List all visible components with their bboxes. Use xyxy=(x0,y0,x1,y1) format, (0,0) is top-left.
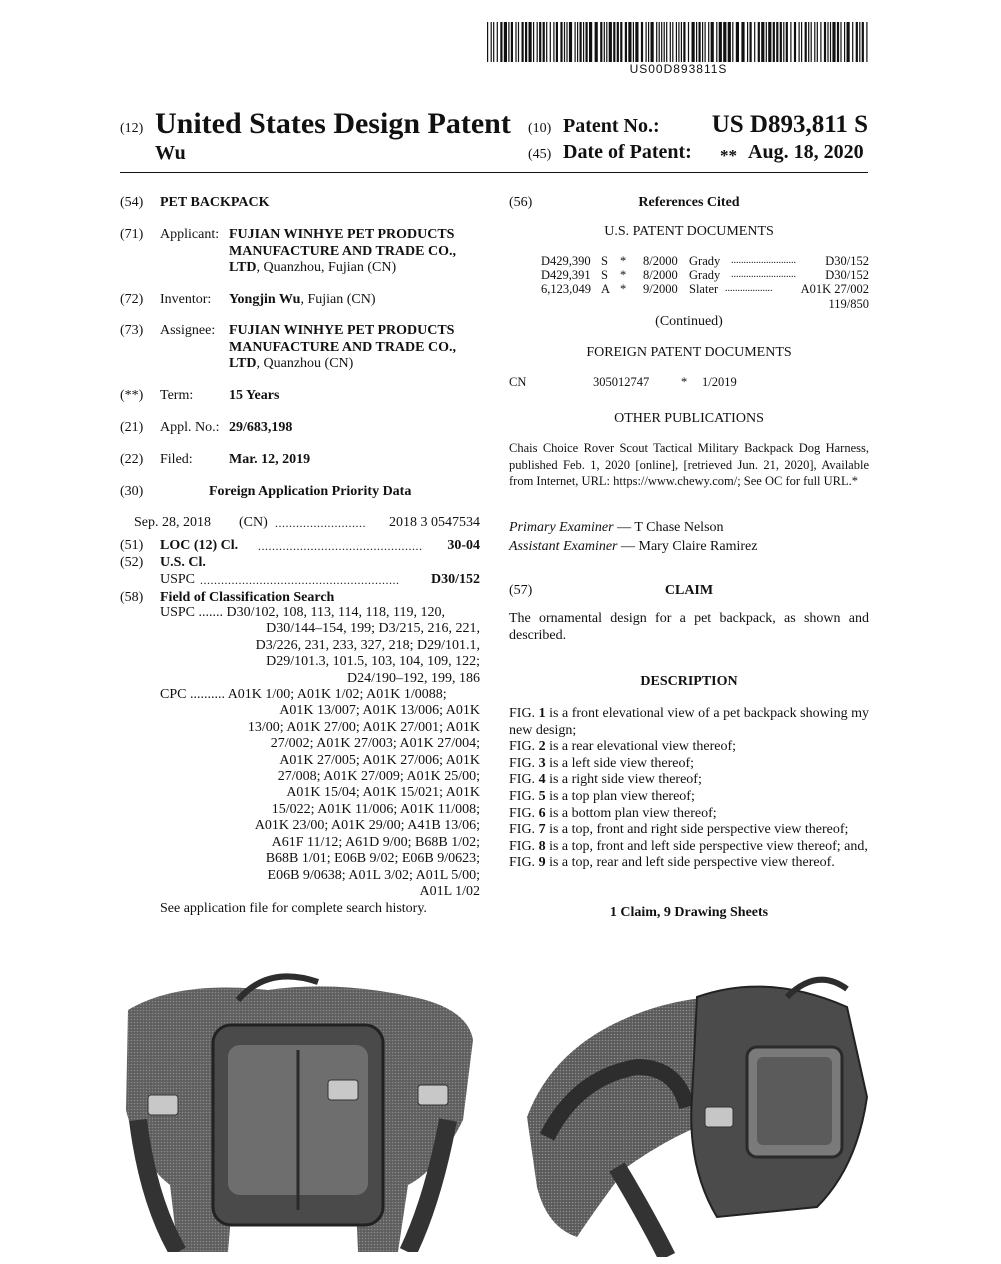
barcode-bar xyxy=(613,22,615,62)
backpack-front-photo xyxy=(118,970,480,1252)
barcode-bar xyxy=(840,22,841,62)
barcode-bar xyxy=(522,22,524,62)
fcs-cpc-line: A01K 13/007; A01K 13/006; A01K xyxy=(279,703,480,719)
fcs-uspc-line: D3/226, 231, 233, 327, 218; D29/101.1, xyxy=(255,637,480,653)
fcs-cpc-line: E06B 9/0638; A01L 3/02; A01L 5/00; xyxy=(267,867,480,883)
barcode-bar xyxy=(589,22,592,62)
barcode-bar xyxy=(625,22,627,62)
fig-description: FIG. 6 is a bottom plan view thereof; xyxy=(509,805,717,821)
barcode-bar xyxy=(560,22,562,62)
assistant-examiner: Assistant Examiner — Mary Claire Ramirez xyxy=(509,539,758,554)
barcode-bar xyxy=(754,22,755,62)
barcode-bar xyxy=(569,22,572,62)
inid-code-72: (72) xyxy=(120,292,144,307)
us-ref-row-continuation: 119/850 xyxy=(828,297,869,311)
barcode-bar xyxy=(628,22,631,62)
barcode-bar xyxy=(497,22,498,62)
assignee-line: MANUFACTURE AND TRADE CO., xyxy=(229,339,456,355)
barcode-bar xyxy=(847,22,850,62)
applicant-label: Applicant: xyxy=(160,227,220,242)
assignee-line: LTD, Quanzhou (CN) xyxy=(229,356,354,371)
barcode-bar xyxy=(641,22,643,62)
fcs-cpc-line: 13/00; A01K 27/00; A01K 27/001; A01K xyxy=(247,719,480,735)
inid-code-54: (54) xyxy=(120,195,144,210)
barcode-bar xyxy=(799,22,800,62)
barcode-bar xyxy=(820,22,821,62)
barcode-bar xyxy=(556,22,558,62)
inid-code-10: (10) xyxy=(528,121,552,136)
patent-title: PET BACKPACK xyxy=(160,195,270,210)
barcode-bar xyxy=(672,22,673,62)
barcode-bar xyxy=(711,22,714,62)
inid-code-21: (21) xyxy=(120,420,144,435)
barcode-bar xyxy=(606,22,607,62)
barcode-bar xyxy=(550,22,551,62)
us-cl-label: U.S. Cl. xyxy=(160,555,206,570)
barcode-bar xyxy=(794,22,796,62)
barcode-bar xyxy=(646,22,647,62)
applicant-line: MANUFACTURE AND TRADE CO., xyxy=(229,243,456,259)
filed-value: Mar. 12, 2019 xyxy=(229,452,311,467)
barcode-bar xyxy=(862,22,864,62)
applicant-line: FUJIAN WINHYE PET PRODUCTS xyxy=(229,227,455,242)
barcode-bar xyxy=(780,22,782,62)
barcode-bar xyxy=(827,22,828,62)
inid-code-73: (73) xyxy=(120,323,144,338)
barcode-bar xyxy=(719,22,722,62)
applicant-line: LTD, Quanzhou, Fujian (CN) xyxy=(229,260,397,275)
barcode-bar xyxy=(635,22,638,62)
barcode-bar xyxy=(786,22,788,62)
barcode-bar xyxy=(723,22,726,62)
barcode-bar xyxy=(741,22,744,62)
inid-code-term: (**) xyxy=(120,388,144,403)
barcode-bar xyxy=(747,22,748,62)
barcode-bar xyxy=(678,22,679,62)
inid-code-52: (52) xyxy=(120,555,144,570)
barcode-bar xyxy=(736,22,739,62)
barcode-bar xyxy=(633,22,634,62)
priority-title: Foreign Application Priority Data xyxy=(209,484,412,499)
claim-text: The ornamental design for a pet backpack, as shown and described. xyxy=(509,611,869,643)
barcode-bar xyxy=(808,22,809,62)
date-of-patent: Aug. 18, 2020 xyxy=(748,141,864,163)
inid-code-51: (51) xyxy=(120,538,144,553)
barcode-bar xyxy=(493,22,494,62)
fig-description: FIG. 1 is a front elevational view of a pet backpack showing my new design; xyxy=(509,706,869,738)
fcs-cpc-line: B68B 1/01; E06B 9/02; E06B 9/0623; xyxy=(265,851,480,867)
barcode xyxy=(487,22,870,62)
fcs-uspc-line: D29/101.3, 101.5, 103, 104, 109, 122; xyxy=(266,654,480,670)
barcode-bar xyxy=(595,22,598,62)
barcode-bar xyxy=(768,22,771,62)
barcode-bar xyxy=(766,22,767,62)
barcode-bar xyxy=(600,22,602,62)
barcode-bar xyxy=(620,22,622,62)
fcs-cpc-line: 15/022; A01K 11/006; A01K 11/008; xyxy=(271,801,480,817)
claims-summary: 1 Claim, 9 Drawing Sheets xyxy=(609,905,769,920)
barcode-bar xyxy=(564,22,565,62)
barcode-bar xyxy=(586,22,588,62)
inid-code-30: (30) xyxy=(120,484,144,499)
barcode-bar xyxy=(539,22,541,62)
barcode-bar xyxy=(566,22,567,62)
fcs-title: Field of Classification Search xyxy=(160,590,335,605)
patent-number: US D893,811 S xyxy=(711,111,868,138)
fcs-uspc-line: D24/190–192, 199, 186 xyxy=(347,670,480,686)
fcs-note: See application file for complete search history. xyxy=(160,901,427,917)
barcode-bar xyxy=(511,22,513,62)
fig-description: FIG. 8 is a top, front and left side perspective view thereof; and, xyxy=(509,838,868,854)
barcode-bar xyxy=(688,22,689,62)
inid-code-56: (56) xyxy=(509,195,533,210)
barcode-bar xyxy=(692,22,695,62)
applicant-block xyxy=(229,227,456,277)
barcode-bar xyxy=(814,22,815,62)
term-label: Term: xyxy=(160,388,194,403)
barcode-bar xyxy=(529,22,532,62)
barcode-bar xyxy=(537,22,538,62)
us-ref-row: D429,390 S * 8/2000 Grady .......................... D30/152 xyxy=(541,254,869,268)
patent-number-label: Patent No.: xyxy=(563,115,660,137)
inid-code-58: (58) xyxy=(120,590,144,605)
barcode-bar xyxy=(856,22,858,62)
inventor-value: Yongjin Wu, Fujian (CN) xyxy=(229,292,376,307)
barcode-bar xyxy=(811,22,812,62)
barcode-bar xyxy=(666,22,667,62)
barcode-bar xyxy=(758,22,760,62)
classification-search-block xyxy=(160,605,480,918)
barcode-bar xyxy=(832,22,835,62)
backpack-perspective-photo xyxy=(517,967,877,1257)
barcode-bar xyxy=(732,22,733,62)
barcode-bar xyxy=(500,22,502,62)
inventor-label: Inventor: xyxy=(160,292,212,307)
barcode-bar xyxy=(866,22,867,62)
continued-note: (Continued) xyxy=(655,314,723,329)
us-patent-docs-heading: U.S. PATENT DOCUMENTS xyxy=(604,224,774,239)
fig-description: FIG. 3 is a left side view thereof; xyxy=(509,755,695,771)
other-publication-text: Chais Choice Rover Scout Tactical Military Backpack Dog Harness, published Feb. 1, 2020 [online], [retrieved Jun. 21, 2020], Available from Internet, URL: https://www.chewy.com/; See OC for full URL.* xyxy=(509,441,869,488)
barcode-bar xyxy=(533,22,534,62)
barcode-bar xyxy=(670,22,671,62)
barcode-bar xyxy=(859,22,860,62)
barcode-bar xyxy=(583,22,584,62)
barcode-bar xyxy=(487,22,488,62)
barcode-bar xyxy=(699,22,701,62)
fcs-cpc-line: CPC .......... A01K 1/00; A01K 1/02; A01K 1/0088; xyxy=(160,687,447,703)
fcs-cpc-line: A01K 15/04; A01K 15/021; A01K xyxy=(286,785,480,801)
barcode-bar xyxy=(790,22,791,62)
fcs-cpc-line: A01K 27/005; A01K 27/006; A01K xyxy=(279,752,480,768)
assignee-line: FUJIAN WINHYE PET PRODUCTS xyxy=(229,323,455,338)
inid-code-45: (45) xyxy=(528,147,552,162)
barcode-bar xyxy=(824,22,826,62)
assignee-block xyxy=(229,323,456,373)
barcode-bar xyxy=(681,22,682,62)
fcs-cpc-line: 27/002; A01K 27/003; A01K 27/004; xyxy=(270,736,480,752)
barcode-bar xyxy=(805,22,807,62)
barcode-bar xyxy=(491,22,492,62)
barcode-bar xyxy=(696,22,697,62)
barcode-bar xyxy=(518,22,519,62)
barcode-bar xyxy=(750,22,752,62)
fcs-cpc-line: A01L 1/02 xyxy=(419,883,480,899)
barcode-bar xyxy=(504,22,507,62)
fcs-uspc-line: D30/144–154, 199; D3/215, 216, 221, xyxy=(266,621,480,637)
barcode-bar xyxy=(852,22,853,62)
fcs-cpc-line: A61F 11/12; A61D 9/00; B68B 1/02; xyxy=(271,834,480,850)
barcode-bar xyxy=(515,22,516,62)
fig-description: FIG. 9 is a top, rear and left side perspective view thereof. xyxy=(509,855,835,871)
barcode-bar xyxy=(817,22,818,62)
filed-label: Filed: xyxy=(160,452,193,467)
foreign-ref-row: CN 305012747 * 1/2019 xyxy=(509,375,737,389)
barcode-bar xyxy=(656,22,657,62)
barcode-bar xyxy=(783,22,784,62)
barcode-bar xyxy=(676,22,677,62)
barcode-bar xyxy=(773,22,775,62)
barcode-bar xyxy=(580,22,582,62)
fig-description: FIG. 2 is a rear elevational view thereof; xyxy=(509,739,737,755)
assignee-label: Assignee: xyxy=(160,323,216,338)
description-title: DESCRIPTION xyxy=(640,674,738,689)
barcode-bar xyxy=(525,22,527,62)
description-list xyxy=(509,706,869,872)
document-type-title: United States Design Patent xyxy=(155,107,511,140)
barcode-bar xyxy=(617,22,619,62)
claim-title: CLAIM xyxy=(664,583,714,598)
barcode-bar xyxy=(844,22,845,62)
barcode-bar xyxy=(716,22,717,62)
barcode-bar xyxy=(801,22,802,62)
barcode-bar xyxy=(705,22,706,62)
barcode-bar xyxy=(651,22,654,62)
inid-code-71: (71) xyxy=(120,227,144,242)
barcode-bar xyxy=(702,22,703,62)
term-value: 15 Years xyxy=(229,388,280,403)
barcode-bar xyxy=(837,22,839,62)
fig-description: FIG. 7 is a top, front and right side perspective view thereof; xyxy=(509,822,849,838)
header-divider xyxy=(120,172,868,173)
barcode-bar xyxy=(659,22,660,62)
inid-code-22: (22) xyxy=(120,452,144,467)
barcode-bar xyxy=(553,22,554,62)
barcode-bar xyxy=(543,22,545,62)
date-of-patent-label: Date of Patent: xyxy=(563,141,692,163)
barcode-bar xyxy=(648,22,649,62)
appl-no-value: 29/683,198 xyxy=(229,420,293,435)
inventor-surname: Wu xyxy=(155,142,186,164)
fcs-cpc-line: 27/008; A01K 27/009; A01K 25/00; xyxy=(277,769,480,785)
fig-description: FIG. 5 is a top plan view thereof; xyxy=(509,788,695,804)
date-marker: ** xyxy=(720,146,737,165)
barcode-bar xyxy=(508,22,509,62)
barcode-number: US00D893811S xyxy=(629,62,728,76)
barcode-bar xyxy=(683,22,685,62)
references-title: References Cited xyxy=(638,195,740,210)
barcode-bar xyxy=(776,22,778,62)
barcode-bar xyxy=(577,22,578,62)
us-ref-row: D429,391 S * 8/2000 Grady .......................... D30/152 xyxy=(541,268,869,282)
barcode-bar xyxy=(728,22,731,62)
us-ref-row: 6,123,049 A * 9/2000 Slater ................... A01K 27/002 xyxy=(541,282,869,296)
barcode-bar xyxy=(830,22,831,62)
barcode-bar xyxy=(661,22,662,62)
fig-description: FIG. 4 is a right side view thereof; xyxy=(509,772,702,788)
barcode-bar xyxy=(609,22,612,62)
fcs-cpc-line: A01K 23/00; A01K 29/00; A41B 13/06; xyxy=(254,818,480,834)
inid-code-57: (57) xyxy=(509,583,533,598)
barcode-bar xyxy=(546,22,547,62)
inid-code-12: (12) xyxy=(120,121,144,136)
foreign-docs-heading: FOREIGN PATENT DOCUMENTS xyxy=(586,345,792,360)
fcs-uspc-line: USPC ....... D30/102, 108, 113, 114, 118, 119, 120, xyxy=(160,605,445,620)
barcode-bar xyxy=(575,22,576,62)
barcode-bar xyxy=(604,22,605,62)
barcode-bar xyxy=(761,22,764,62)
barcode-bar xyxy=(708,22,709,62)
barcode-bar xyxy=(664,22,665,62)
other-publications-heading: OTHER PUBLICATIONS xyxy=(614,411,764,426)
primary-examiner: Primary Examiner — T Chase Nelson xyxy=(509,520,724,535)
appl-no-label: Appl. No.: xyxy=(160,420,220,435)
